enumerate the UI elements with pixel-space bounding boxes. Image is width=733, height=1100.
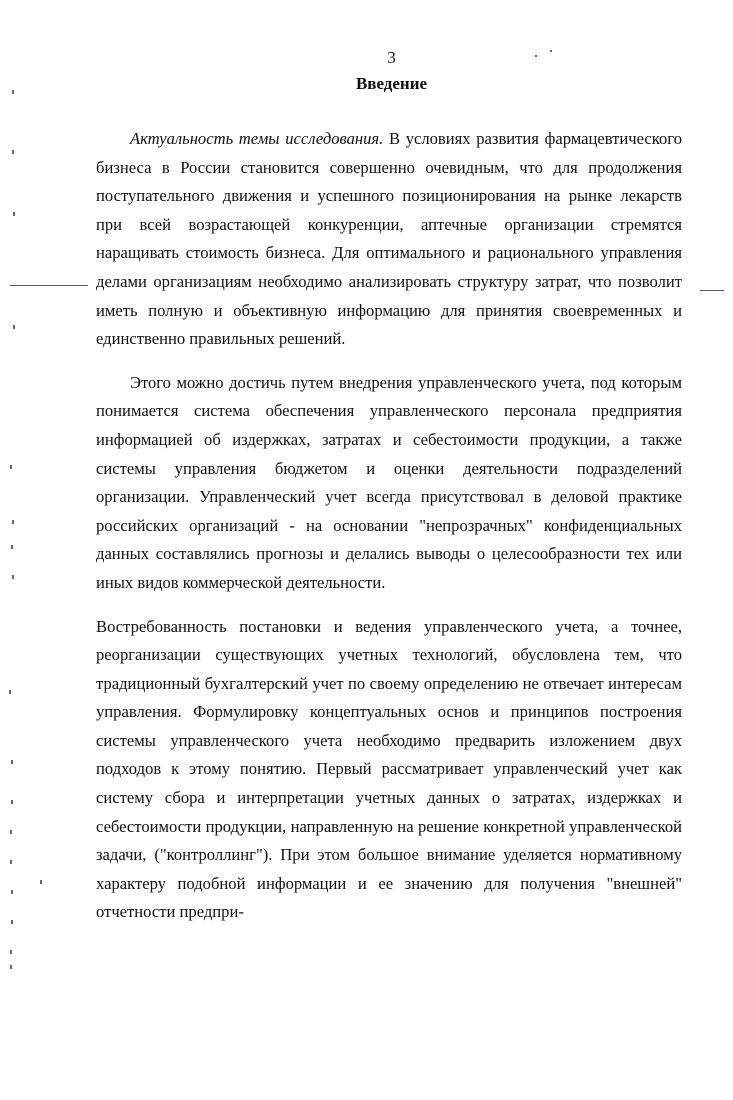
scan-speck xyxy=(12,90,14,94)
scan-speck xyxy=(10,830,12,834)
scan-speck xyxy=(11,920,13,924)
scan-speck xyxy=(12,520,14,524)
scan-speck xyxy=(10,950,12,954)
section-heading: Введение xyxy=(355,74,428,93)
scan-speck xyxy=(9,690,11,694)
scan-speck xyxy=(10,860,12,864)
scan-speck xyxy=(11,760,13,764)
scan-speck xyxy=(12,150,14,154)
scan-speck xyxy=(40,880,42,884)
paragraph-1-lead: Актуальность темы исследования. xyxy=(130,129,384,148)
scan-speck xyxy=(550,50,552,52)
scan-speck xyxy=(12,575,14,579)
paragraph-1-text: В условиях развития фармацевтического бизнеса в России становится совершенно очевидным, что для продолжения поступательного движения и успешного позиционирования на рынке лекарств при всей возрастающей конкуренции, аптечные организации стремятся наращивать стоимость бизнеса. Для оптимального и рационального управления делами организациям необходимо анализировать структуру затрат, что позволит иметь полную и объективную информацию для принятия своевременных и единственно правильных решений. xyxy=(96,129,682,349)
scan-speck xyxy=(13,325,15,329)
scan-artifact-line-right xyxy=(700,290,724,291)
paragraph-2: Этого можно достичь путем внедрения управленческого учета, под которым понимается система обеспечения управленческого персонала предприятия информацией об издержках, затратах и себестоимости продукции, а также системы управления бюджетом и оценки деятельности подразделений организации. Управленческий учет всегда присутствовал в деловой практике российских организаций - на основании "непрозрачных" конфиденциальных данных составлялись прогнозы и делались выводы о целесообразности тех или иных видов коммерческой деятельности. xyxy=(96,372,682,592)
scan-artifact-line-left xyxy=(10,285,88,286)
scan-speck xyxy=(11,800,13,804)
scan-speck xyxy=(13,212,15,216)
scan-speck xyxy=(11,890,13,894)
paragraph-1 xyxy=(96,125,682,354)
scan-speck xyxy=(10,465,12,469)
body-text xyxy=(96,125,682,927)
scan-speck xyxy=(10,965,12,969)
scan-speck xyxy=(11,545,13,549)
page-number: 3 xyxy=(387,48,396,67)
paragraph-3: Востребованность постановки и ведения управленческого учета, а точнее, реорганизации существующих учетных технологий, обусловлена тем, что традиционный бухгалтерский учет по своему определению не отвечает интересам управления. Формулировку концептуальных основ и принципов построения системы управленческого учета необходимо предварить изложением двух подходов к этому понятию. Первый рассматривает управленческий учет как систему сбора и интерпретации учетных данных о затратах, издержках и себестоимости продукции, направленную на решение конкретной управленческой задачи, ("контроллинг"). При этом большое внимание уделяется нормативному характеру подобной информации и ее значению для получения "внешней" отчетности предпри- xyxy=(96,616,682,922)
scan-speck xyxy=(535,55,537,57)
